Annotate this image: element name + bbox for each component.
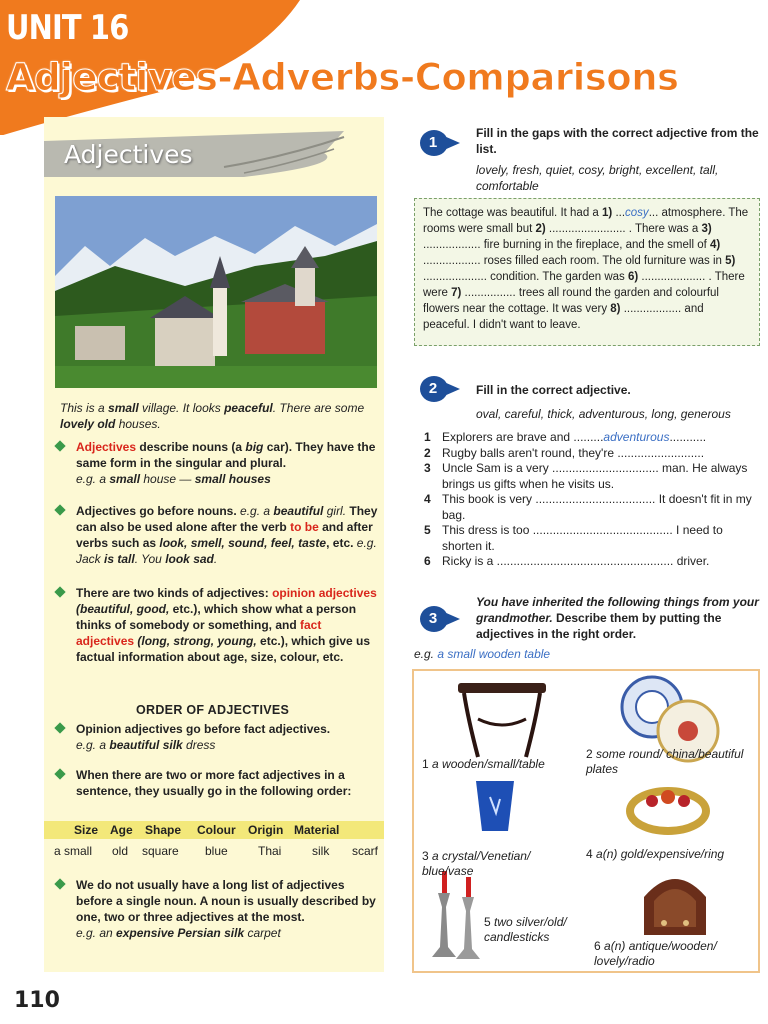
question-text: This book is very .................................... It doesn't fit in my bag. <box>442 492 752 522</box>
item-6-label: 6 a(n) antique/wooden/ lovely/radio <box>594 939 717 968</box>
passage-gap-number: 2) <box>535 223 546 235</box>
passage-answer: cosy <box>625 207 649 219</box>
bullet-diamond-icon <box>54 586 65 597</box>
order-value: old <box>112 844 129 858</box>
question-text: Explorers are brave and ......... <box>442 430 604 444</box>
order-value: square <box>142 844 179 858</box>
question-number: 6 <box>424 554 431 568</box>
order-value: silk <box>312 844 330 858</box>
passage-text: ... <box>612 207 626 219</box>
bullet-diamond-icon <box>54 878 65 889</box>
exercise-2-number: 2 <box>420 374 454 404</box>
passage-gap-number: 7) <box>451 287 462 299</box>
exercise-1-number: 1 <box>420 128 454 158</box>
rule-bullet-4: Opinion adjectives go before fact adjectives. e.g. a beautiful silk dress <box>52 721 380 753</box>
item-2-label: 2 some round/ china/beautiful plates <box>586 747 744 776</box>
passage-gap-number: 8) <box>610 303 621 315</box>
passage-text: ................ trees all round the garden and colourful flowers near the cottage. It was very <box>423 287 719 315</box>
question-text: Ricky is a ..................................................... driver. <box>442 554 710 568</box>
passage-text: .................... condition. The garden was <box>423 271 628 283</box>
bullet-diamond-icon <box>54 768 65 779</box>
rule-bullet-6: We do not usually have a long list of adjectives before a single noun. A noun is usually described by one, two or three adjectives at the most. e.g. an expensive Persian silk carpet <box>52 877 380 941</box>
blue-vase-image <box>470 777 520 837</box>
order-value: Thai <box>258 844 282 858</box>
passage-gap-number: 5) <box>725 255 736 267</box>
exercise-2-word-list: oval, careful, thick, adventurous, long, generous <box>476 407 731 421</box>
passage-text: .................... . There were <box>423 271 745 299</box>
adjectives-heading: Adjectives <box>64 140 193 169</box>
passage-gap-number: 3) <box>701 223 712 235</box>
passage-text: .................. fire burning in the fireplace, and the smell of <box>423 239 711 251</box>
question-number: 3 <box>424 461 431 475</box>
order-header-material: Material <box>294 823 340 837</box>
antique-radio-image <box>638 867 712 937</box>
exercise-3-number: 3 <box>420 604 454 634</box>
item-3-label: 3 a crystal/Venetian/ blue/vase <box>422 849 531 878</box>
exercise-1-instruction: Fill in the gaps with the correct adjective from the list. <box>476 126 759 156</box>
passage-text: ........................ . There was a <box>545 223 702 235</box>
question-number: 4 <box>424 492 431 506</box>
order-header-shape: Shape <box>145 823 182 837</box>
item-1-label: 1 a wooden/small/table <box>422 757 545 771</box>
bullet-diamond-icon <box>54 504 65 515</box>
silver-candlesticks-image <box>428 867 488 963</box>
inherited-items-box <box>412 669 760 973</box>
unit-title: Adjectives-Adverbs-Comparisons <box>6 56 679 99</box>
rule-bullet-5: When there are two or more fact adjectives in a sentence, they usually go in the following order: <box>52 767 380 799</box>
village-photo <box>55 196 377 388</box>
gold-ring-image <box>626 781 710 841</box>
item-4-label: 4 a(n) gold/expensive/ring <box>586 847 725 861</box>
exercise-3-example: e.g. a small wooden table <box>414 647 551 661</box>
question-number: 1 <box>424 430 431 444</box>
page-number: 110 <box>14 988 60 1013</box>
photo-caption: This is a small village. It looks peaceful. There are some lovely old houses. <box>60 401 365 431</box>
passage-gap-number: 4) <box>710 239 721 251</box>
order-of-adjectives-title: ORDER OF ADJECTIVES <box>136 703 290 717</box>
question-row <box>418 461 758 492</box>
exercise-2-questions <box>418 430 758 570</box>
unit-header <box>0 0 768 135</box>
rule-bullet-2: Adjectives go before nouns. e.g. a beautiful girl. They can also be used alone after the verb to be and after verbs such as look, smell, sound, feel, taste, etc. e.g. Jack is tall. You look sad. <box>52 503 380 567</box>
order-value: scarf <box>352 844 379 858</box>
bullet-diamond-icon <box>54 440 65 451</box>
order-value: a small <box>54 844 93 858</box>
order-header-colour: Colour <box>197 823 236 837</box>
question-text: ........... <box>669 430 707 444</box>
adjectives-panel <box>44 117 384 972</box>
passage-text: .................. roses filled each room. The old furniture was in <box>423 255 726 267</box>
exercise-1-passage <box>414 198 760 346</box>
rule-bullet-3: There are two kinds of adjectives: opinion adjectives (beautiful, good, etc.), which show what a person thinks of somebody or something, and fact adjectives (long, strong, young, etc.), which give us factual information about age, size, colour, etc. <box>52 585 380 665</box>
bullet-diamond-icon <box>54 722 65 733</box>
question-row <box>418 554 758 570</box>
question-text: Uncle Sam is a very ................................ man. He always brings us gifts when he visits us. <box>442 461 748 491</box>
question-number: 5 <box>424 523 431 537</box>
order-value: blue <box>205 844 228 858</box>
passage-gap-number: 1) <box>602 207 613 219</box>
question-text: Rugby balls aren't round, they're .......................... <box>442 445 705 460</box>
question-row <box>418 446 758 462</box>
passage-text: ... atmosphere. The rooms were small but <box>423 207 749 235</box>
exercise-3-instruction: You have inherited the following things from your grandmother. Describe them by putting the adjectives in the right order. <box>476 595 759 641</box>
passage-text: The cottage was beautiful. It had a <box>423 207 603 219</box>
exercise-1-word-list: lovely, fresh, quiet, cosy, bright, excellent, tall, comfortable <box>476 163 719 193</box>
question-row <box>418 430 758 446</box>
order-header-size: Size <box>74 823 99 837</box>
question-row <box>418 492 758 523</box>
passage-gap-number: 6) <box>627 271 639 283</box>
adjectives-banner <box>44 127 344 173</box>
question-row <box>418 523 758 554</box>
question-text: This dress is too .......................................... I need to shorten it. <box>442 523 723 553</box>
question-answer: adventurous <box>603 430 670 444</box>
wooden-table-image <box>454 679 550 759</box>
unit-label: UNIT 16 <box>6 8 129 48</box>
order-header-origin: Origin <box>248 823 284 837</box>
question-number: 2 <box>424 445 431 460</box>
item-5-label: 5 two silver/old/ candlesticks <box>484 915 567 944</box>
passage-text: .................. and peaceful. I didn't want to leave. <box>423 303 704 331</box>
rule-bullet-1: Adjectives describe nouns (a big car). They have the same form in the singular and plural. e.g. a small house — small houses <box>52 439 380 487</box>
exercise-2-instruction: Fill in the correct adjective. <box>476 383 631 397</box>
order-header-age: Age <box>110 823 133 837</box>
